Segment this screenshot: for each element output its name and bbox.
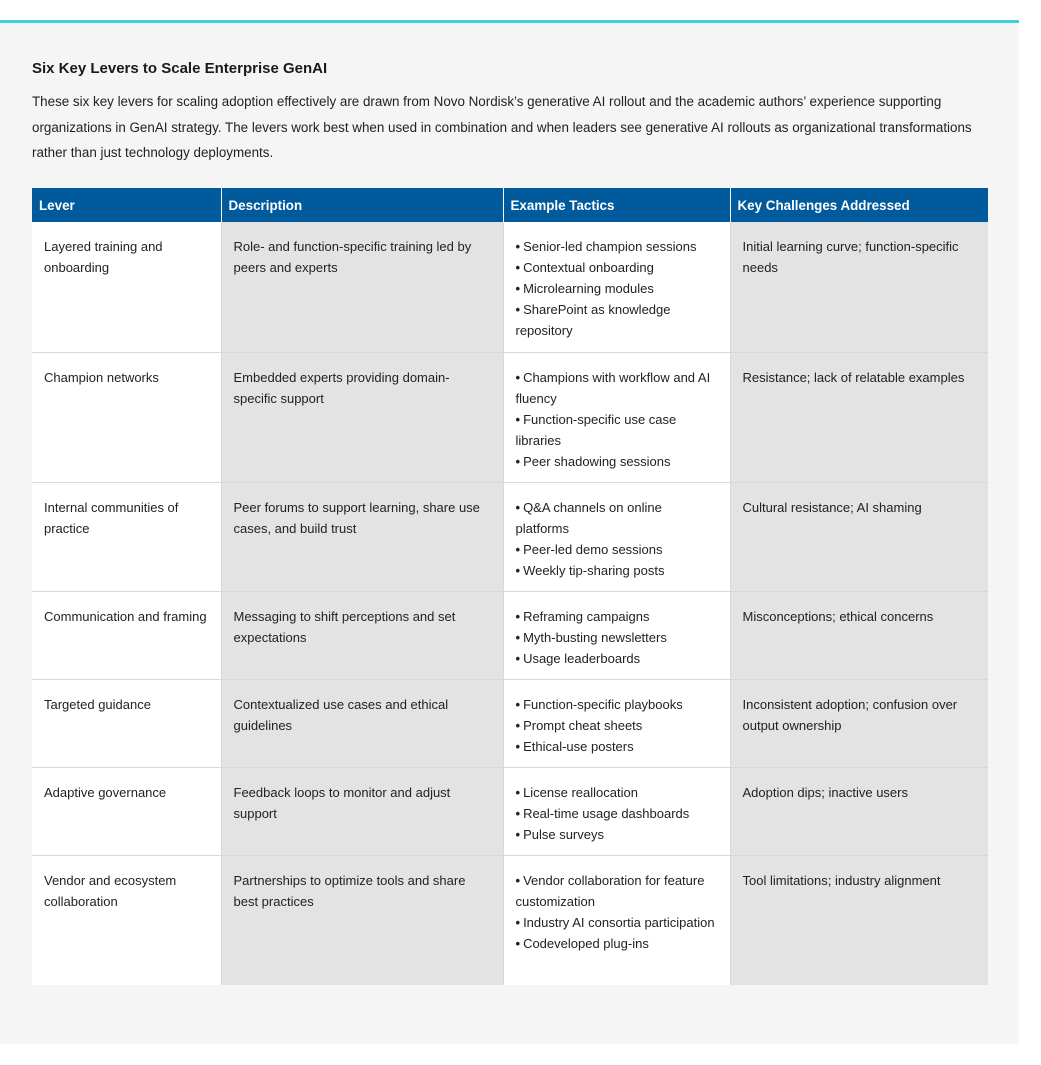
challenges-cell: Inconsistent adoption; confusion over output ownership — [730, 679, 988, 767]
section-title: Six Key Levers to Scale Enterprise GenAI — [32, 60, 328, 77]
description-cell: Role- and function-specific training led by peers and experts — [221, 222, 503, 352]
tactic-item: • Real-time usage dashboards — [516, 803, 718, 824]
tactics-cell — [503, 855, 730, 985]
tactic-item: • Pulse surveys — [516, 824, 718, 845]
challenges-cell: Misconceptions; ethical concerns — [730, 591, 988, 679]
tactic-item: • Usage leaderboards — [516, 648, 718, 669]
table-row — [32, 482, 988, 591]
tactics-cell — [503, 591, 730, 679]
table-header-row — [32, 188, 988, 222]
tactic-item: • Myth-busting newsletters — [516, 627, 718, 648]
table-row — [32, 767, 988, 855]
tactic-item: • Codeveloped plug-ins — [516, 933, 718, 954]
table-row — [32, 679, 988, 767]
description-cell: Embedded experts providing domain-specific support — [221, 352, 503, 482]
description-cell: Messaging to shift perceptions and set expectations — [221, 591, 503, 679]
header-example-tactics: Example Tactics — [503, 188, 730, 222]
challenges-cell: Cultural resistance; AI shaming — [730, 482, 988, 591]
tactics-cell — [503, 352, 730, 482]
lever-cell: Champion networks — [32, 352, 221, 482]
tactic-item: • Ethical-use posters — [516, 736, 718, 757]
tactic-item: • Industry AI consortia participation — [516, 912, 718, 933]
tactic-item: • Function-specific use case libraries — [516, 409, 718, 451]
tactic-item: • Microlearning modules — [516, 278, 718, 299]
intro-paragraph: These six key levers for scaling adoption effectively are drawn from Novo Nordisk’s generative AI rollout and the academic authors’ experience supporting organizations in GenAI strategy. The levers work best when used in combination and when leaders see generative AI rollouts as organizational transformations rather than just technology deployments. — [32, 94, 972, 160]
tactic-item: • Champions with workflow and AI fluency — [516, 367, 718, 409]
header-lever: Lever — [32, 188, 221, 222]
tactics-cell — [503, 679, 730, 767]
tactic-item: • Peer-led demo sessions — [516, 539, 718, 560]
challenges-cell: Initial learning curve; function-specific needs — [730, 222, 988, 352]
lever-cell: Communication and framing — [32, 591, 221, 679]
description-cell: Feedback loops to monitor and adjust support — [221, 767, 503, 855]
tactic-item: • Vendor collaboration for feature customization — [516, 870, 718, 912]
tactic-item: • Senior-led champion sessions — [516, 236, 718, 257]
description-cell: Contextualized use cases and ethical guidelines — [221, 679, 503, 767]
levers-table — [32, 188, 988, 985]
lever-cell: Adaptive governance — [32, 767, 221, 855]
challenges-cell: Resistance; lack of relatable examples — [730, 352, 988, 482]
tactic-item: • Q&A channels on online platforms — [516, 497, 718, 539]
challenges-cell: Adoption dips; inactive users — [730, 767, 988, 855]
header-description: Description — [221, 188, 503, 222]
description-cell: Peer forums to support learning, share use cases, and build trust — [221, 482, 503, 591]
lever-cell: Internal communities of practice — [32, 482, 221, 591]
tactic-item: • License reallocation — [516, 782, 718, 803]
tactic-item: • Weekly tip-sharing posts — [516, 560, 718, 581]
tactics-cell — [503, 767, 730, 855]
challenges-cell: Tool limitations; industry alignment — [730, 855, 988, 985]
lever-cell: Targeted guidance — [32, 679, 221, 767]
tactics-cell — [503, 222, 730, 352]
table-row — [32, 855, 988, 985]
table-row — [32, 352, 988, 482]
header-key-challenges: Key Challenges Addressed — [730, 188, 988, 222]
table-row — [32, 591, 988, 679]
tactics-cell — [503, 482, 730, 591]
description-cell: Partnerships to optimize tools and share best practices — [221, 855, 503, 985]
tactic-item: • Prompt cheat sheets — [516, 715, 718, 736]
tactic-item: • Function-specific playbooks — [516, 694, 718, 715]
tactic-item: • SharePoint as knowledge repository — [516, 299, 718, 341]
lever-cell: Vendor and ecosystem collaboration — [32, 855, 221, 985]
table-row — [32, 222, 988, 352]
lever-cell: Layered training and onboarding — [32, 222, 221, 352]
tactic-item: • Reframing campaigns — [516, 606, 718, 627]
article-panel — [0, 20, 1019, 1044]
tactic-item: • Peer shadowing sessions — [516, 451, 718, 472]
tactic-item: • Contextual onboarding — [516, 257, 718, 278]
